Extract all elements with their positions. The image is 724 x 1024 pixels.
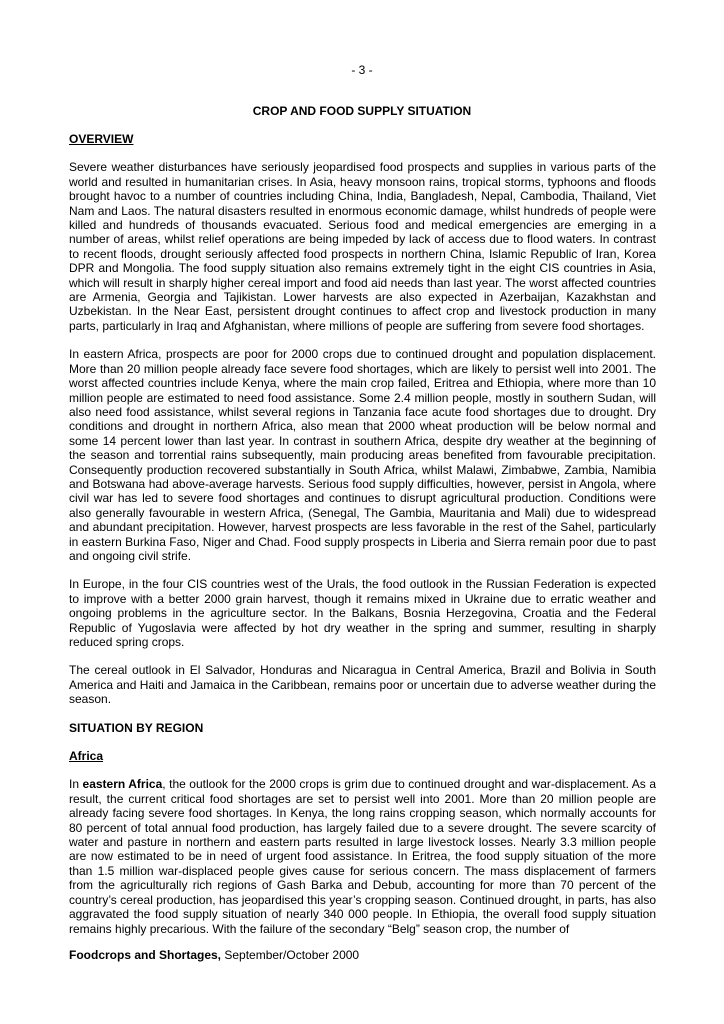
page-number: - 3 - <box>351 63 373 77</box>
africa-intro-text: , the outlook for the 2000 crops is grim due to continued drought and war-displacement. As a result, the current critical food shortages are set to persist well into 2001. More than 20 million people are already facing severe food shortages. In Kenya, the long rains cropping season, which normally accounts for 80 percent of total annual food production, has largely failed due to a severe drought. The severe scarcity of water and pasture in northern and eastern parts resulted in large livestock losses. Nearly 3.3 million people are now estimated to be in need of urgent food assistance. In Eritrea, the food supply situation of the more than 1.5 million war-displaced people gives cause for serious concern. The mass displacement of farmers from the agriculturally rich regions of Gash Barka and Debub, accounting for more than 70 percent of the country’s cereal production, has jeopardised this year’s cropping season. Continued drought, in parts, has also aggravated the food supply situation of nearly 340 000 people. In Ethiopia, the overall food supply situation remains highly precarious. With the failure of the secondary “Belg” season crop, the number of <box>69 777 656 936</box>
overview-paragraph-4: The cereal outlook in El Salvador, Honduras and Nicaragua in Central America, Brazil and Bolivia in South America and Haiti and Jamaica in the Caribbean, remains poor or uncertain due to adverse weather during the season. <box>69 663 656 707</box>
overview-heading: OVERVIEW <box>69 132 134 146</box>
eastern-africa-term: eastern Africa <box>82 777 163 792</box>
africa-intro-prefix: In <box>69 777 83 792</box>
overview-paragraph-3: In Europe, in the four CIS countries west of the Urals, the food outlook in the Russian Federation is expected to improve with a better 2000 grain harvest, though it remains mixed in Ukraine due to erratic weather and ongoing problems in the agriculture sector. In the Balkans, Bosnia Herzegovina, Croatia and the Federal Republic of Yugoslavia were affected by hot dry weather in the spring and summer, resulting in sharply reduced spring crops. <box>69 577 656 649</box>
footer-date: September/October 2000 <box>221 948 360 962</box>
page-footer <box>69 948 656 962</box>
africa-heading: Africa <box>69 749 104 764</box>
overview-paragraph-1: Severe weather disturbances have seriously jeopardised food prospects and supplies in various parts of the world and resulted in humanitarian crises. In Asia, heavy monsoon rains, tropical storms, typhoons and floods brought havoc to a number of countries including China, India, Bangladesh, Nepal, Cambodia, Thailand, Viet Nam and Laos. The natural disasters resulted in enormous economic damage, whilst hundreds of people were killed and hundreds of thousands evacuated. Serious food and medical emergencies are emerging in a number of areas, whilst relief operations are being impeded by lack of access due to flood waters. In contrast to recent floods, drought seriously affected food prospects in northern China, Islamic Republic of Iran, Korea DPR and Mongolia. The food supply situation also remains extremely tight in the eight CIS countries in Asia, which will result in sharply higher cereal import and food aid needs than last year. The worst affected countries are Armenia, Georgia and Tajikistan. Lower harvests are also expected in Azerbaijan, Kazakhstan and Uzbekistan. In the Near East, persistent drought continues to affect crop and livestock production in many parts, particularly in Iraq and Afghanistan, where millions of people are suffering from severe food shortages. <box>69 160 656 333</box>
situation-by-region-heading: SITUATION BY REGION <box>69 720 204 735</box>
overview-paragraph-2: In eastern Africa, prospects are poor for 2000 crops due to continued drought and population displacement. More than 20 million people already face severe food shortages, which are likely to persist well into 2001. The worst affected countries include Kenya, where the main crop failed, Eritrea and Ethiopia, where more than 10 million people are estimated to need food assistance. Some 2.4 million people, mostly in southern Sudan, will also need food assistance, whilst several regions in Tanzania face acute food shortages due to drought. Dry conditions and drought in northern Africa, also mean that 2000 wheat production will be below normal and some 14 percent lower than last year. In contrast in southern Africa, despite dry weather at the beginning of the season and torrential rains subsequently, main producing areas benefited from favourable precipitation. Consequently production recovered substantially in South Africa, whilst Malawi, Zimbabwe, Zambia, Namibia and Botswana had above-average harvests. Serious food supply difficulties, however, persist in Angola, where civil war has led to severe food shortages and continues to disrupt agricultural production. Conditions were also generally favourable in western Africa, (Senegal, The Gambia, Mauritania and Mali) due to widespread and abundant precipitation. However, harvest prospects are less favorable in the rest of the Sahel, particularly in eastern Burkina Faso, Niger and Chad. Food supply prospects in Liberia and Sierra remain poor due to past and ongoing civil strife. <box>69 347 656 563</box>
footer-publication-title: Foodcrops and Shortages, <box>69 948 222 962</box>
africa-paragraph <box>69 777 656 935</box>
document-body <box>69 132 656 950</box>
page-title: CROP AND FOOD SUPPLY SITUATION <box>252 104 472 118</box>
